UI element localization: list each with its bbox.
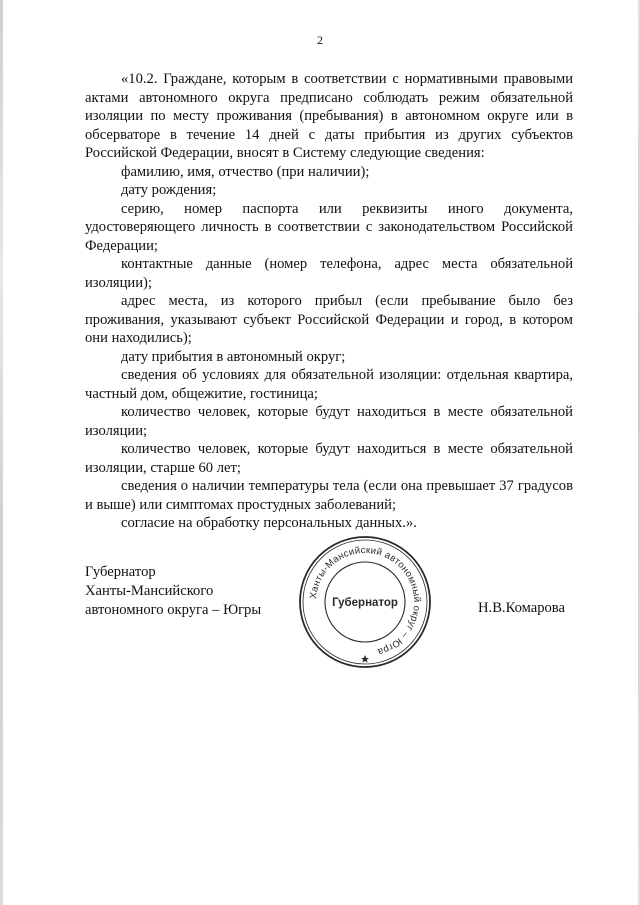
official-seal	[296, 533, 434, 671]
list-item-fio: фамилию, имя, отчество (при наличии);	[121, 163, 370, 180]
list-item-people-over-60: количество человек, которые будут находиться в месте обязательной изоляции, старше 60 лет;	[85, 441, 573, 476]
list-item-contacts: контактные данные (номер телефона, адрес места обязательной изоляции);	[85, 256, 573, 291]
seal-ring-text: Ханты-Мансийский автономный округ – Югра	[308, 544, 423, 658]
document-body	[85, 70, 573, 533]
seal-center-text: Губернатор	[332, 597, 398, 609]
list-item-arrival-date: дату прибытия в автономный округ;	[121, 348, 346, 365]
page-number: 2	[317, 33, 323, 47]
list-item-passport: серию, номер паспорта или реквизиты иного документа, удостоверяющего личность в соответствии с законодательством Российской Федерации;	[85, 200, 573, 254]
list-item-origin-address: адрес места, из которого прибыл (если пребывание было без проживания, указывают субъект Российской Федерации и город, в котором они находились);	[85, 293, 573, 346]
seal-star-icon	[361, 655, 369, 663]
scan-edge-left	[0, 0, 3, 905]
signatory-name: Н.В.Комарова	[478, 600, 565, 616]
signatory-title	[85, 563, 261, 620]
signatory-title-line: Губернатор	[85, 564, 156, 580]
paragraph-intro: «10.2. Граждане, которым в соответствии с нормативными правовыми актами автономного округа предписано соблюдать режим обязательной изоляции по месту проживания (пребывания) в автономном округе или в обсерваторе в течение 14 дней с даты прибытия из других субъектов Российской Федерации, вносят в Систему следующие сведения:	[85, 71, 573, 161]
list-item-birthdate: дату рождения;	[121, 182, 217, 198]
list-item-temperature: сведения о наличии температуры тела (если она превышает 37 градусов и выше) или симптомах простудных заболеваний;	[85, 478, 573, 513]
list-item-consent: согласие на обработку персональных данных.».	[121, 515, 417, 531]
signatory-title-line: Ханты-Мансийского	[85, 583, 214, 599]
list-item-people-count: количество человек, которые будут находиться в месте обязательной изоляции;	[85, 404, 573, 439]
signatory-title-line: автономного округа – Югры	[85, 602, 262, 618]
list-item-isolation-conditions: сведения об условиях для обязательной изоляции: отдельная квартира, частный дом, общежитие, гостиница;	[85, 367, 573, 402]
